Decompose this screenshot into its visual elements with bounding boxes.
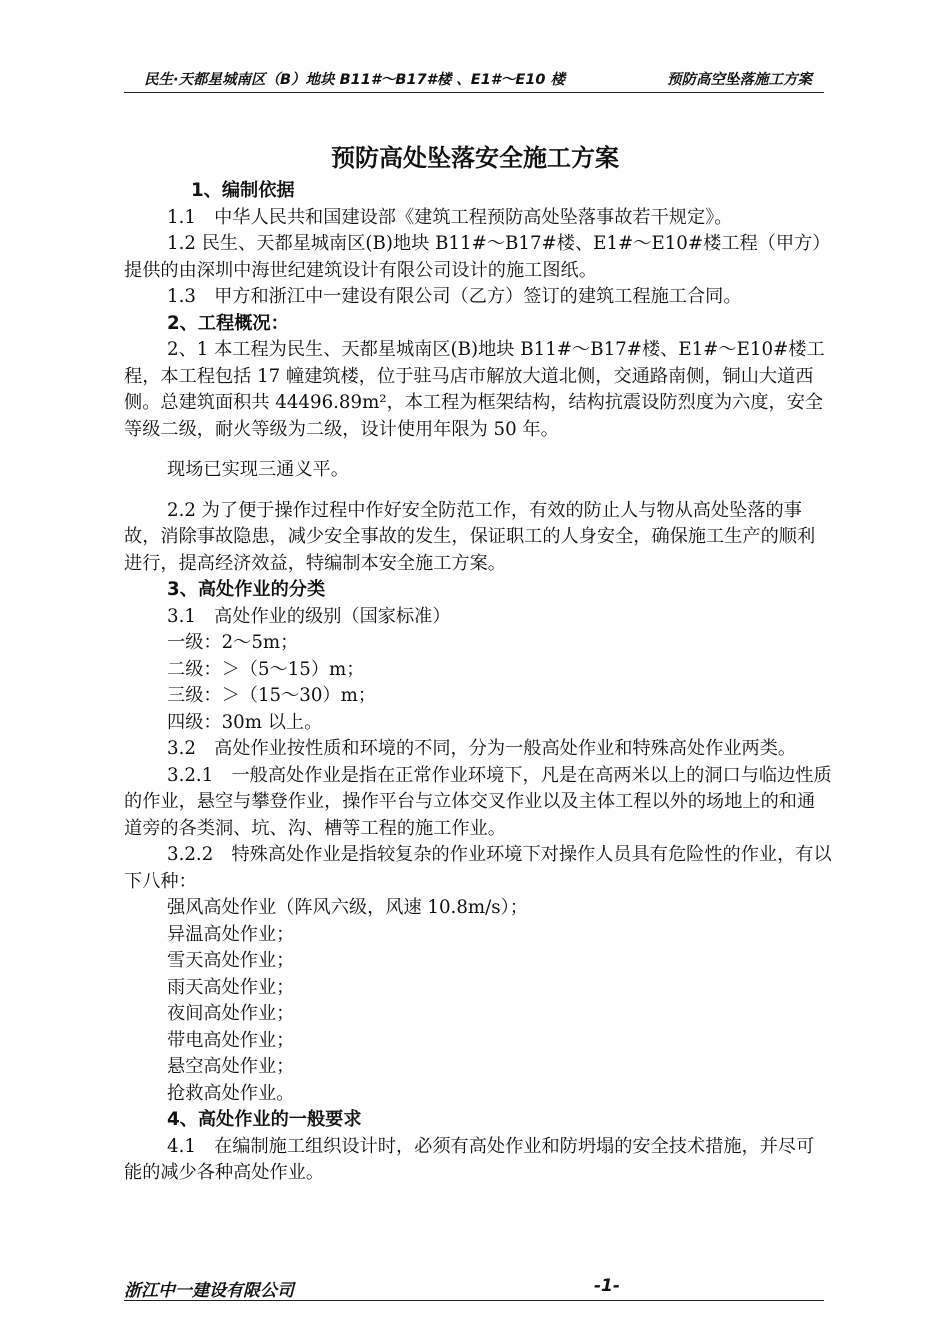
header-rule (124, 92, 824, 93)
special-work-item: 雨天高处作业； (167, 976, 295, 998)
paragraph-gap (124, 484, 832, 498)
special-work-item: 异温高处作业； (167, 923, 295, 945)
paragraph-4-1: 4.1 在编制施工组织设计时，必须有高处作业和防坍塌的安全技术措施，并尽可能的减少各种高处作业。 (124, 1135, 815, 1183)
section-2-heading: 2、工程概况： (167, 312, 289, 334)
section-3-heading: 3、高处作业的分类 (167, 579, 326, 600)
special-work-item: 悬空高处作业； (167, 1056, 295, 1077)
paragraph-3-2-1: 3.2.1 一般高处作业是指在正常作业环境下，凡是在高两米以上的洞口与临边性质的作业，悬空与攀登作业，操作平台与立体交叉作业以及主体工程以外的场地上的和通道旁的各类洞、坑、沟、槽等工程的施工作业。 (124, 764, 832, 839)
level-item: 三级：＞（15～30）m； (167, 685, 377, 706)
paragraph-1-3: 1.3 甲方和浙江中一建设有限公司（乙方）签订的建筑工程施工合同。 (167, 286, 742, 307)
paragraph-3-2: 3.2 高处作业按性质和环境的不同，分为一般高处作业和特殊高处作业两类。 (167, 738, 797, 759)
paragraph-site-status: 现场已实现三通义平。 (167, 459, 349, 480)
footer-company: 浙江中一建设有限公司 (124, 1281, 294, 1301)
page-number: -1- (594, 1276, 620, 1296)
special-work-item: 夜间高处作业； (167, 1003, 295, 1024)
special-work-item: 带电高处作业； (167, 1029, 295, 1051)
paragraph-1-1: 1.1 中华人民共和国建设部《建筑工程预防高处坠落事故若干规定》。 (167, 206, 733, 228)
level-item: 二级：＞（5～15）m； (167, 658, 365, 680)
paragraph-2-1: 2、1 本工程为民生、天都星城南区(B)地块 B11#～B17#楼、E1#～E10#楼工程，本工程包括 17 幢建筑楼，位于驻马店市解放大道北侧，交通路南侧，铜山大道西侧。总建筑面积共 44496.89m²，本工程为框架结构，结构抗震设防烈度为六度，安全等级二级，耐火等级为二级，设计使用年限为 50 年。 (124, 339, 825, 440)
special-work-item: 抢救高处作业。 (167, 1082, 295, 1104)
section-1-heading: 1、编制依据 (191, 180, 295, 201)
level-item: 四级：30m 以上。 (167, 711, 323, 733)
level-item: 一级：2～5m； (167, 632, 299, 653)
paragraph-3-1: 3.1 高处作业的级别（国家标准） (167, 605, 451, 627)
special-work-item: 强风高处作业（阵风六级，风速 10.8m/s）； (167, 897, 528, 918)
paragraph-gap (124, 443, 832, 457)
special-work-item: 雪天高处作业； (167, 950, 295, 971)
paragraph-2-2: 2.2 为了便于操作过程中作好安全防范工作，有效的防止人与物从高处坠落的事故，消除事故隐患，减少安全事故的发生，保证职工的人身安全，确保施工生产的顺利进行，提高经济效益，特编制本安全施工方案。 (124, 499, 816, 574)
document-title: 预防高处坠落安全施工方案 (331, 144, 619, 172)
header-document-name: 预防高空坠落施工方案 (667, 72, 812, 88)
page-footer (124, 1274, 824, 1302)
page-header (124, 62, 824, 92)
footer-rule (124, 1300, 824, 1301)
paragraph-3-2-2: 3.2.2 特殊高处作业是指较复杂的作业环境下对操作人员具有危险性的作业，有以下八种： (124, 844, 832, 892)
document-body (124, 178, 832, 1187)
paragraph-1-2: 1.2 民生、天都星城南区(B)地块 B11#～B17#楼、E1#～E10#楼工程（甲方）提供的由深圳中海世纪建筑设计有限公司设计的施工图纸。 (124, 233, 831, 281)
header-project: 民生·天都星城南区（B）地块 B11#～B17#楼 、E1#～E10 楼 (144, 72, 566, 88)
section-4-heading: 4、高处作业的一般要求 (167, 1109, 362, 1130)
